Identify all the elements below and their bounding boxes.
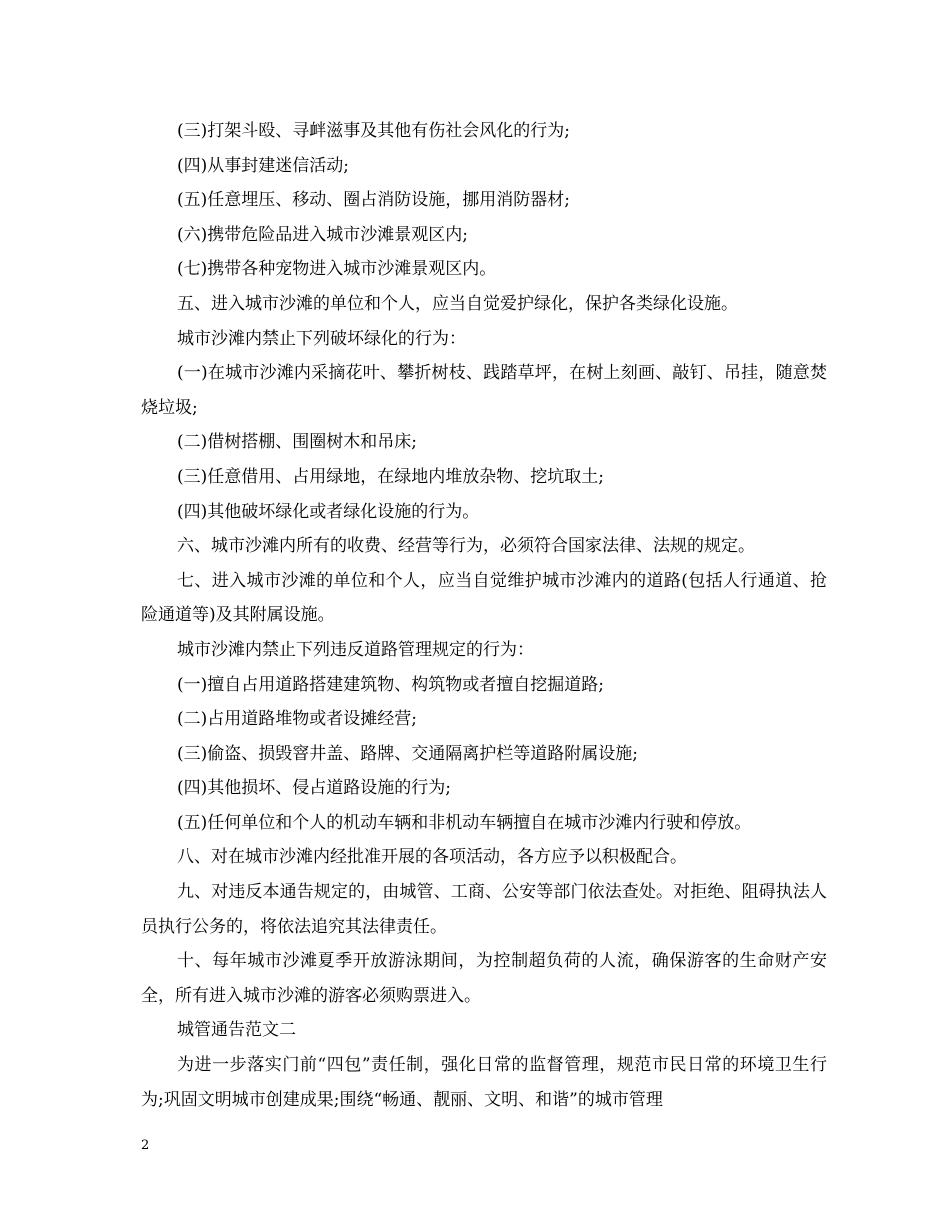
paragraph: 七、进入城市沙滩的单位和个人，应当自觉维护城市沙滩内的道路(包括人行通道、抢险通道等)及其附属设施。 [141,570,827,626]
paragraph: 五、进入城市沙滩的单位和个人，应当自觉爱护绿化，保护各类绿化设施。 [177,293,738,314]
paragraph: (一)在城市沙滩内采摘花叶、攀折树枝、践踏草坪，在树上刻画、敲钉、吊挂，随意焚烧垃圾; [141,363,827,418]
paragraph: (二)占用道路堆物或者设摊经营; [177,709,417,730]
paragraph: 为进一步落实门前“四包”责任制，强化日常的监督管理，规范市民日常的环境卫生行为;巩固文明城市创建成果;围绕“畅通、靓丽、文明、和谐”的城市管理 [141,1055,827,1110]
paragraph: 城市沙滩内禁止下列违反道路管理规定的行为： [177,639,534,660]
paragraph: (五)任意埋压、移动、圈占消防设施，挪用消防器材; [177,190,570,211]
section-heading: 城管通告范文二 [177,1020,296,1041]
document-body [141,114,827,1117]
paragraph: (七)携带各种宠物进入城市沙滩景观区内。 [177,259,497,280]
paragraph: (三)偷盗、损毁窨井盖、路牌、交通隔离护栏等道路附属设施; [177,743,638,764]
paragraph: 六、城市沙滩内所有的收费、经营等行为，必须符合国家法律、法规的规定。 [177,536,755,557]
paragraph: 八、对在城市沙滩内经批准开展的各项活动，各方应予以积极配合。 [177,847,687,868]
paragraph: (六)携带危险品进入城市沙滩景观区内; [177,224,468,245]
paragraph: (五)任何单位和个人的机动车辆和非机动车辆擅自在城市沙滩内行驶和停放。 [177,812,752,833]
paragraph: 九、对违反本通告规定的，由城管、工商、公安等部门依法查处。对拒绝、阻碍执法人员执行公务的，将依法追究其法律责任。 [141,882,827,937]
paragraph: (二)借树搭棚、围圈树木和吊床; [177,432,417,453]
paragraph: (四)其他损坏、侵占道路设施的行为; [177,778,451,799]
paragraph: (四)从事封建迷信活动; [177,155,349,176]
paragraph: (三)任意借用、占用绿地，在绿地内堆放杂物、挖坑取土; [177,466,604,487]
paragraph: (四)其他破坏绿化或者绿化设施的行为。 [177,501,480,522]
paragraph: 十、每年城市沙滩夏季开放游泳期间，为控制超负荷的人流，确保游客的生命财产安全，所有进入城市沙滩的游客必须购票进入。 [141,951,827,1006]
paragraph: (三)打架斗殴、寻衅滋事及其他有伤社会风化的行为; [177,121,570,141]
paragraph: (一)擅自占用道路搭建建筑物、构筑物或者擅自挖掘道路; [177,674,604,695]
paragraph: 城市沙滩内禁止下列破坏绿化的行为： [177,328,466,349]
page-number: 2 [141,1138,150,1153]
